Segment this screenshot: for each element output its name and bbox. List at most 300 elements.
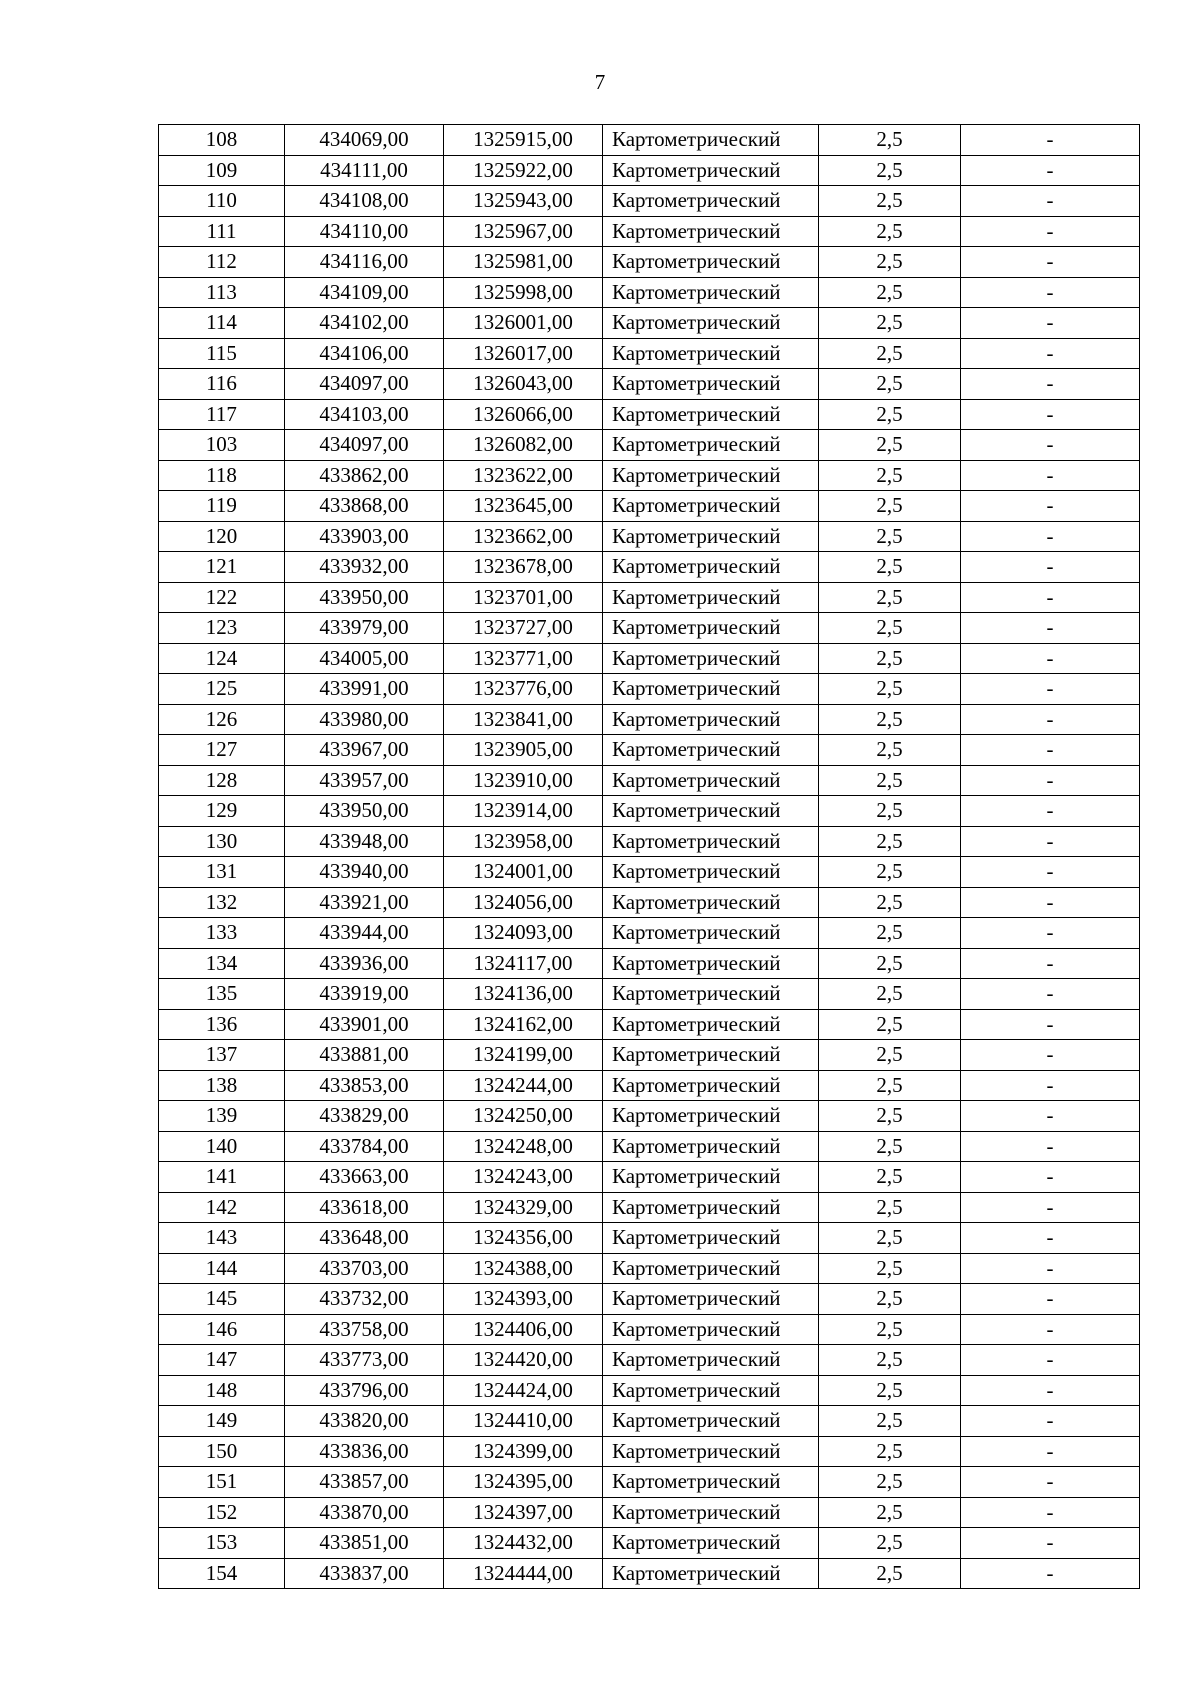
accuracy-cell: 2,5 bbox=[819, 1284, 961, 1315]
description-cell: - bbox=[961, 765, 1140, 796]
x-coordinate-cell: 433784,00 bbox=[285, 1131, 444, 1162]
accuracy-cell: 2,5 bbox=[819, 1314, 961, 1345]
x-coordinate-cell: 434110,00 bbox=[285, 216, 444, 247]
description-cell: - bbox=[961, 308, 1140, 339]
y-coordinate-cell: 1325943,00 bbox=[444, 186, 603, 217]
point-number-cell: 136 bbox=[159, 1009, 285, 1040]
x-coordinate-cell: 434111,00 bbox=[285, 155, 444, 186]
table-row bbox=[159, 460, 1140, 491]
y-coordinate-cell: 1323914,00 bbox=[444, 796, 603, 827]
x-coordinate-cell: 434102,00 bbox=[285, 308, 444, 339]
method-cell: Картометрический bbox=[603, 674, 819, 705]
table-row bbox=[159, 918, 1140, 949]
y-coordinate-cell: 1325915,00 bbox=[444, 125, 603, 156]
accuracy-cell: 2,5 bbox=[819, 1375, 961, 1406]
method-cell: Картометрический bbox=[603, 887, 819, 918]
description-cell: - bbox=[961, 1162, 1140, 1193]
accuracy-cell: 2,5 bbox=[819, 155, 961, 186]
point-number-cell: 120 bbox=[159, 521, 285, 552]
y-coordinate-cell: 1324356,00 bbox=[444, 1223, 603, 1254]
description-cell: - bbox=[961, 1345, 1140, 1376]
y-coordinate-cell: 1323771,00 bbox=[444, 643, 603, 674]
description-cell: - bbox=[961, 948, 1140, 979]
x-coordinate-cell: 433648,00 bbox=[285, 1223, 444, 1254]
description-cell: - bbox=[961, 979, 1140, 1010]
table-body bbox=[159, 125, 1140, 1589]
table-row bbox=[159, 1406, 1140, 1437]
x-coordinate-cell: 433836,00 bbox=[285, 1436, 444, 1467]
x-coordinate-cell: 433901,00 bbox=[285, 1009, 444, 1040]
x-coordinate-cell: 433919,00 bbox=[285, 979, 444, 1010]
description-cell: - bbox=[961, 491, 1140, 522]
description-cell: - bbox=[961, 369, 1140, 400]
description-cell: - bbox=[961, 521, 1140, 552]
table-row bbox=[159, 857, 1140, 888]
x-coordinate-cell: 433663,00 bbox=[285, 1162, 444, 1193]
table-row bbox=[159, 186, 1140, 217]
point-number-cell: 118 bbox=[159, 460, 285, 491]
point-number-cell: 109 bbox=[159, 155, 285, 186]
y-coordinate-cell: 1323910,00 bbox=[444, 765, 603, 796]
x-coordinate-cell: 433862,00 bbox=[285, 460, 444, 491]
point-number-cell: 133 bbox=[159, 918, 285, 949]
description-cell: - bbox=[961, 186, 1140, 217]
point-number-cell: 129 bbox=[159, 796, 285, 827]
x-coordinate-cell: 433940,00 bbox=[285, 857, 444, 888]
accuracy-cell: 2,5 bbox=[819, 765, 961, 796]
table-row bbox=[159, 1467, 1140, 1498]
table-row bbox=[159, 1558, 1140, 1589]
point-number-cell: 114 bbox=[159, 308, 285, 339]
point-number-cell: 151 bbox=[159, 1467, 285, 1498]
accuracy-cell: 2,5 bbox=[819, 674, 961, 705]
y-coordinate-cell: 1325967,00 bbox=[444, 216, 603, 247]
table-row bbox=[159, 430, 1140, 461]
y-coordinate-cell: 1325981,00 bbox=[444, 247, 603, 278]
accuracy-cell: 2,5 bbox=[819, 1436, 961, 1467]
y-coordinate-cell: 1325998,00 bbox=[444, 277, 603, 308]
x-coordinate-cell: 433950,00 bbox=[285, 796, 444, 827]
table-row bbox=[159, 1253, 1140, 1284]
point-number-cell: 144 bbox=[159, 1253, 285, 1284]
accuracy-cell: 2,5 bbox=[819, 491, 961, 522]
point-number-cell: 135 bbox=[159, 979, 285, 1010]
description-cell: - bbox=[961, 796, 1140, 827]
method-cell: Картометрический bbox=[603, 1314, 819, 1345]
description-cell: - bbox=[961, 826, 1140, 857]
x-coordinate-cell: 433703,00 bbox=[285, 1253, 444, 1284]
accuracy-cell: 2,5 bbox=[819, 277, 961, 308]
method-cell: Картометрический bbox=[603, 1497, 819, 1528]
page-number: 7 bbox=[594, 70, 606, 94]
y-coordinate-cell: 1324444,00 bbox=[444, 1558, 603, 1589]
method-cell: Картометрический bbox=[603, 704, 819, 735]
y-coordinate-cell: 1324432,00 bbox=[444, 1528, 603, 1559]
method-cell: Картометрический bbox=[603, 1284, 819, 1315]
y-coordinate-cell: 1323841,00 bbox=[444, 704, 603, 735]
method-cell: Картометрический bbox=[603, 125, 819, 156]
y-coordinate-cell: 1326043,00 bbox=[444, 369, 603, 400]
x-coordinate-cell: 433732,00 bbox=[285, 1284, 444, 1315]
x-coordinate-cell: 433851,00 bbox=[285, 1528, 444, 1559]
description-cell: - bbox=[961, 277, 1140, 308]
x-coordinate-cell: 433618,00 bbox=[285, 1192, 444, 1223]
x-coordinate-cell: 433921,00 bbox=[285, 887, 444, 918]
method-cell: Картометрический bbox=[603, 735, 819, 766]
accuracy-cell: 2,5 bbox=[819, 918, 961, 949]
point-number-cell: 145 bbox=[159, 1284, 285, 1315]
point-number-cell: 148 bbox=[159, 1375, 285, 1406]
y-coordinate-cell: 1323701,00 bbox=[444, 582, 603, 613]
point-number-cell: 142 bbox=[159, 1192, 285, 1223]
method-cell: Картометрический bbox=[603, 1009, 819, 1040]
method-cell: Картометрический bbox=[603, 460, 819, 491]
x-coordinate-cell: 434097,00 bbox=[285, 369, 444, 400]
description-cell: - bbox=[961, 155, 1140, 186]
x-coordinate-cell: 433868,00 bbox=[285, 491, 444, 522]
description-cell: - bbox=[961, 582, 1140, 613]
y-coordinate-cell: 1323905,00 bbox=[444, 735, 603, 766]
x-coordinate-cell: 433820,00 bbox=[285, 1406, 444, 1437]
table-row bbox=[159, 1131, 1140, 1162]
accuracy-cell: 2,5 bbox=[819, 1223, 961, 1254]
x-coordinate-cell: 433758,00 bbox=[285, 1314, 444, 1345]
method-cell: Картометрический bbox=[603, 1436, 819, 1467]
y-coordinate-cell: 1324397,00 bbox=[444, 1497, 603, 1528]
accuracy-cell: 2,5 bbox=[819, 857, 961, 888]
x-coordinate-cell: 433857,00 bbox=[285, 1467, 444, 1498]
table-row bbox=[159, 1009, 1140, 1040]
accuracy-cell: 2,5 bbox=[819, 796, 961, 827]
accuracy-cell: 2,5 bbox=[819, 704, 961, 735]
x-coordinate-cell: 433979,00 bbox=[285, 613, 444, 644]
description-cell: - bbox=[961, 674, 1140, 705]
x-coordinate-cell: 433957,00 bbox=[285, 765, 444, 796]
point-number-cell: 119 bbox=[159, 491, 285, 522]
accuracy-cell: 2,5 bbox=[819, 369, 961, 400]
table-row bbox=[159, 674, 1140, 705]
x-coordinate-cell: 434109,00 bbox=[285, 277, 444, 308]
description-cell: - bbox=[961, 1223, 1140, 1254]
point-number-cell: 138 bbox=[159, 1070, 285, 1101]
x-coordinate-cell: 434116,00 bbox=[285, 247, 444, 278]
point-number-cell: 130 bbox=[159, 826, 285, 857]
point-number-cell: 141 bbox=[159, 1162, 285, 1193]
point-number-cell: 137 bbox=[159, 1040, 285, 1071]
table-row bbox=[159, 1040, 1140, 1071]
accuracy-cell: 2,5 bbox=[819, 430, 961, 461]
point-number-cell: 115 bbox=[159, 338, 285, 369]
point-number-cell: 143 bbox=[159, 1223, 285, 1254]
point-number-cell: 117 bbox=[159, 399, 285, 430]
point-number-cell: 111 bbox=[159, 216, 285, 247]
point-number-cell: 121 bbox=[159, 552, 285, 583]
y-coordinate-cell: 1324093,00 bbox=[444, 918, 603, 949]
x-coordinate-cell: 433948,00 bbox=[285, 826, 444, 857]
method-cell: Картометрический bbox=[603, 1223, 819, 1254]
table-row bbox=[159, 125, 1140, 156]
table-row bbox=[159, 338, 1140, 369]
table-row bbox=[159, 735, 1140, 766]
method-cell: Картометрический bbox=[603, 1253, 819, 1284]
method-cell: Картометрический bbox=[603, 491, 819, 522]
y-coordinate-cell: 1324199,00 bbox=[444, 1040, 603, 1071]
description-cell: - bbox=[961, 857, 1140, 888]
point-number-cell: 122 bbox=[159, 582, 285, 613]
y-coordinate-cell: 1324243,00 bbox=[444, 1162, 603, 1193]
description-cell: - bbox=[961, 1040, 1140, 1071]
x-coordinate-cell: 433980,00 bbox=[285, 704, 444, 735]
point-number-cell: 108 bbox=[159, 125, 285, 156]
description-cell: - bbox=[961, 125, 1140, 156]
description-cell: - bbox=[961, 613, 1140, 644]
table-row bbox=[159, 1345, 1140, 1376]
y-coordinate-cell: 1323727,00 bbox=[444, 613, 603, 644]
x-coordinate-cell: 433944,00 bbox=[285, 918, 444, 949]
table-row bbox=[159, 1528, 1140, 1559]
point-number-cell: 134 bbox=[159, 948, 285, 979]
x-coordinate-cell: 433881,00 bbox=[285, 1040, 444, 1071]
y-coordinate-cell: 1323645,00 bbox=[444, 491, 603, 522]
table-row bbox=[159, 552, 1140, 583]
point-number-cell: 131 bbox=[159, 857, 285, 888]
accuracy-cell: 2,5 bbox=[819, 1040, 961, 1071]
description-cell: - bbox=[961, 1558, 1140, 1589]
x-coordinate-cell: 434069,00 bbox=[285, 125, 444, 156]
table-row bbox=[159, 399, 1140, 430]
accuracy-cell: 2,5 bbox=[819, 1558, 961, 1589]
accuracy-cell: 2,5 bbox=[819, 1253, 961, 1284]
method-cell: Картометрический bbox=[603, 1467, 819, 1498]
description-cell: - bbox=[961, 643, 1140, 674]
x-coordinate-cell: 434005,00 bbox=[285, 643, 444, 674]
method-cell: Картометрический bbox=[603, 765, 819, 796]
point-number-cell: 113 bbox=[159, 277, 285, 308]
method-cell: Картометрический bbox=[603, 948, 819, 979]
y-coordinate-cell: 1323776,00 bbox=[444, 674, 603, 705]
table-row bbox=[159, 1497, 1140, 1528]
table-row bbox=[159, 1070, 1140, 1101]
y-coordinate-cell: 1326001,00 bbox=[444, 308, 603, 339]
y-coordinate-cell: 1324244,00 bbox=[444, 1070, 603, 1101]
description-cell: - bbox=[961, 1009, 1140, 1040]
accuracy-cell: 2,5 bbox=[819, 1192, 961, 1223]
x-coordinate-cell: 434108,00 bbox=[285, 186, 444, 217]
point-number-cell: 146 bbox=[159, 1314, 285, 1345]
description-cell: - bbox=[961, 552, 1140, 583]
point-number-cell: 152 bbox=[159, 1497, 285, 1528]
table-row bbox=[159, 308, 1140, 339]
table-row bbox=[159, 1223, 1140, 1254]
x-coordinate-cell: 433837,00 bbox=[285, 1558, 444, 1589]
table-row bbox=[159, 1162, 1140, 1193]
table-row bbox=[159, 1375, 1140, 1406]
y-coordinate-cell: 1324056,00 bbox=[444, 887, 603, 918]
point-number-cell: 127 bbox=[159, 735, 285, 766]
description-cell: - bbox=[961, 1253, 1140, 1284]
y-coordinate-cell: 1324248,00 bbox=[444, 1131, 603, 1162]
description-cell: - bbox=[961, 338, 1140, 369]
method-cell: Картометрический bbox=[603, 1101, 819, 1132]
method-cell: Картометрический bbox=[603, 338, 819, 369]
accuracy-cell: 2,5 bbox=[819, 1406, 961, 1437]
method-cell: Картометрический bbox=[603, 399, 819, 430]
method-cell: Картометрический bbox=[603, 216, 819, 247]
point-number-cell: 147 bbox=[159, 1345, 285, 1376]
x-coordinate-cell: 433853,00 bbox=[285, 1070, 444, 1101]
description-cell: - bbox=[961, 1497, 1140, 1528]
x-coordinate-cell: 434103,00 bbox=[285, 399, 444, 430]
x-coordinate-cell: 433773,00 bbox=[285, 1345, 444, 1376]
accuracy-cell: 2,5 bbox=[819, 948, 961, 979]
accuracy-cell: 2,5 bbox=[819, 1528, 961, 1559]
method-cell: Картометрический bbox=[603, 582, 819, 613]
description-cell: - bbox=[961, 735, 1140, 766]
table-row bbox=[159, 613, 1140, 644]
description-cell: - bbox=[961, 1314, 1140, 1345]
y-coordinate-cell: 1324410,00 bbox=[444, 1406, 603, 1437]
table-row bbox=[159, 582, 1140, 613]
method-cell: Картометрический bbox=[603, 186, 819, 217]
description-cell: - bbox=[961, 1436, 1140, 1467]
method-cell: Картометрический bbox=[603, 1345, 819, 1376]
accuracy-cell: 2,5 bbox=[819, 308, 961, 339]
point-number-cell: 140 bbox=[159, 1131, 285, 1162]
point-number-cell: 110 bbox=[159, 186, 285, 217]
point-number-cell: 132 bbox=[159, 887, 285, 918]
description-cell: - bbox=[961, 216, 1140, 247]
y-coordinate-cell: 1326017,00 bbox=[444, 338, 603, 369]
y-coordinate-cell: 1323678,00 bbox=[444, 552, 603, 583]
accuracy-cell: 2,5 bbox=[819, 1162, 961, 1193]
table-row bbox=[159, 948, 1140, 979]
description-cell: - bbox=[961, 1284, 1140, 1315]
y-coordinate-cell: 1323622,00 bbox=[444, 460, 603, 491]
description-cell: - bbox=[961, 1101, 1140, 1132]
y-coordinate-cell: 1324388,00 bbox=[444, 1253, 603, 1284]
accuracy-cell: 2,5 bbox=[819, 613, 961, 644]
accuracy-cell: 2,5 bbox=[819, 582, 961, 613]
point-number-cell: 116 bbox=[159, 369, 285, 400]
method-cell: Картометрический bbox=[603, 1162, 819, 1193]
coordinates-table bbox=[158, 124, 1140, 1589]
description-cell: - bbox=[961, 247, 1140, 278]
x-coordinate-cell: 434097,00 bbox=[285, 430, 444, 461]
description-cell: - bbox=[961, 1070, 1140, 1101]
method-cell: Картометрический bbox=[603, 979, 819, 1010]
table-row bbox=[159, 826, 1140, 857]
table-row bbox=[159, 369, 1140, 400]
y-coordinate-cell: 1324420,00 bbox=[444, 1345, 603, 1376]
y-coordinate-cell: 1324250,00 bbox=[444, 1101, 603, 1132]
method-cell: Картометрический bbox=[603, 643, 819, 674]
description-cell: - bbox=[961, 399, 1140, 430]
point-number-cell: 153 bbox=[159, 1528, 285, 1559]
method-cell: Картометрический bbox=[603, 1375, 819, 1406]
table-row bbox=[159, 979, 1140, 1010]
table-row bbox=[159, 1284, 1140, 1315]
y-coordinate-cell: 1324406,00 bbox=[444, 1314, 603, 1345]
description-cell: - bbox=[961, 430, 1140, 461]
method-cell: Картометрический bbox=[603, 308, 819, 339]
point-number-cell: 150 bbox=[159, 1436, 285, 1467]
description-cell: - bbox=[961, 918, 1140, 949]
table-row bbox=[159, 796, 1140, 827]
method-cell: Картометрический bbox=[603, 277, 819, 308]
point-number-cell: 112 bbox=[159, 247, 285, 278]
y-coordinate-cell: 1324136,00 bbox=[444, 979, 603, 1010]
table-row bbox=[159, 643, 1140, 674]
method-cell: Картометрический bbox=[603, 369, 819, 400]
point-number-cell: 103 bbox=[159, 430, 285, 461]
description-cell: - bbox=[961, 1528, 1140, 1559]
x-coordinate-cell: 433870,00 bbox=[285, 1497, 444, 1528]
description-cell: - bbox=[961, 460, 1140, 491]
table-row bbox=[159, 216, 1140, 247]
table-row bbox=[159, 1314, 1140, 1345]
method-cell: Картометрический bbox=[603, 857, 819, 888]
point-number-cell: 139 bbox=[159, 1101, 285, 1132]
y-coordinate-cell: 1323958,00 bbox=[444, 826, 603, 857]
x-coordinate-cell: 433950,00 bbox=[285, 582, 444, 613]
table-row bbox=[159, 1192, 1140, 1223]
accuracy-cell: 2,5 bbox=[819, 338, 961, 369]
y-coordinate-cell: 1324399,00 bbox=[444, 1436, 603, 1467]
point-number-cell: 154 bbox=[159, 1558, 285, 1589]
x-coordinate-cell: 433991,00 bbox=[285, 674, 444, 705]
x-coordinate-cell: 433903,00 bbox=[285, 521, 444, 552]
table-row bbox=[159, 1101, 1140, 1132]
accuracy-cell: 2,5 bbox=[819, 552, 961, 583]
method-cell: Картометрический bbox=[603, 796, 819, 827]
table-row bbox=[159, 521, 1140, 552]
x-coordinate-cell: 434106,00 bbox=[285, 338, 444, 369]
y-coordinate-cell: 1324001,00 bbox=[444, 857, 603, 888]
method-cell: Картометрический bbox=[603, 613, 819, 644]
x-coordinate-cell: 433967,00 bbox=[285, 735, 444, 766]
description-cell: - bbox=[961, 704, 1140, 735]
table-row bbox=[159, 491, 1140, 522]
description-cell: - bbox=[961, 1406, 1140, 1437]
table-row bbox=[159, 1436, 1140, 1467]
method-cell: Картометрический bbox=[603, 1192, 819, 1223]
description-cell: - bbox=[961, 887, 1140, 918]
description-cell: - bbox=[961, 1467, 1140, 1498]
y-coordinate-cell: 1326082,00 bbox=[444, 430, 603, 461]
table-row bbox=[159, 155, 1140, 186]
method-cell: Картометрический bbox=[603, 552, 819, 583]
y-coordinate-cell: 1323662,00 bbox=[444, 521, 603, 552]
accuracy-cell: 2,5 bbox=[819, 1070, 961, 1101]
method-cell: Картометрический bbox=[603, 918, 819, 949]
accuracy-cell: 2,5 bbox=[819, 1101, 961, 1132]
point-number-cell: 126 bbox=[159, 704, 285, 735]
method-cell: Картометрический bbox=[603, 1528, 819, 1559]
description-cell: - bbox=[961, 1192, 1140, 1223]
method-cell: Картометрический bbox=[603, 1040, 819, 1071]
y-coordinate-cell: 1324424,00 bbox=[444, 1375, 603, 1406]
x-coordinate-cell: 433932,00 bbox=[285, 552, 444, 583]
y-coordinate-cell: 1324117,00 bbox=[444, 948, 603, 979]
accuracy-cell: 2,5 bbox=[819, 826, 961, 857]
accuracy-cell: 2,5 bbox=[819, 643, 961, 674]
accuracy-cell: 2,5 bbox=[819, 125, 961, 156]
method-cell: Картометрический bbox=[603, 155, 819, 186]
table-row bbox=[159, 887, 1140, 918]
y-coordinate-cell: 1324395,00 bbox=[444, 1467, 603, 1498]
point-number-cell: 128 bbox=[159, 765, 285, 796]
table-row bbox=[159, 247, 1140, 278]
